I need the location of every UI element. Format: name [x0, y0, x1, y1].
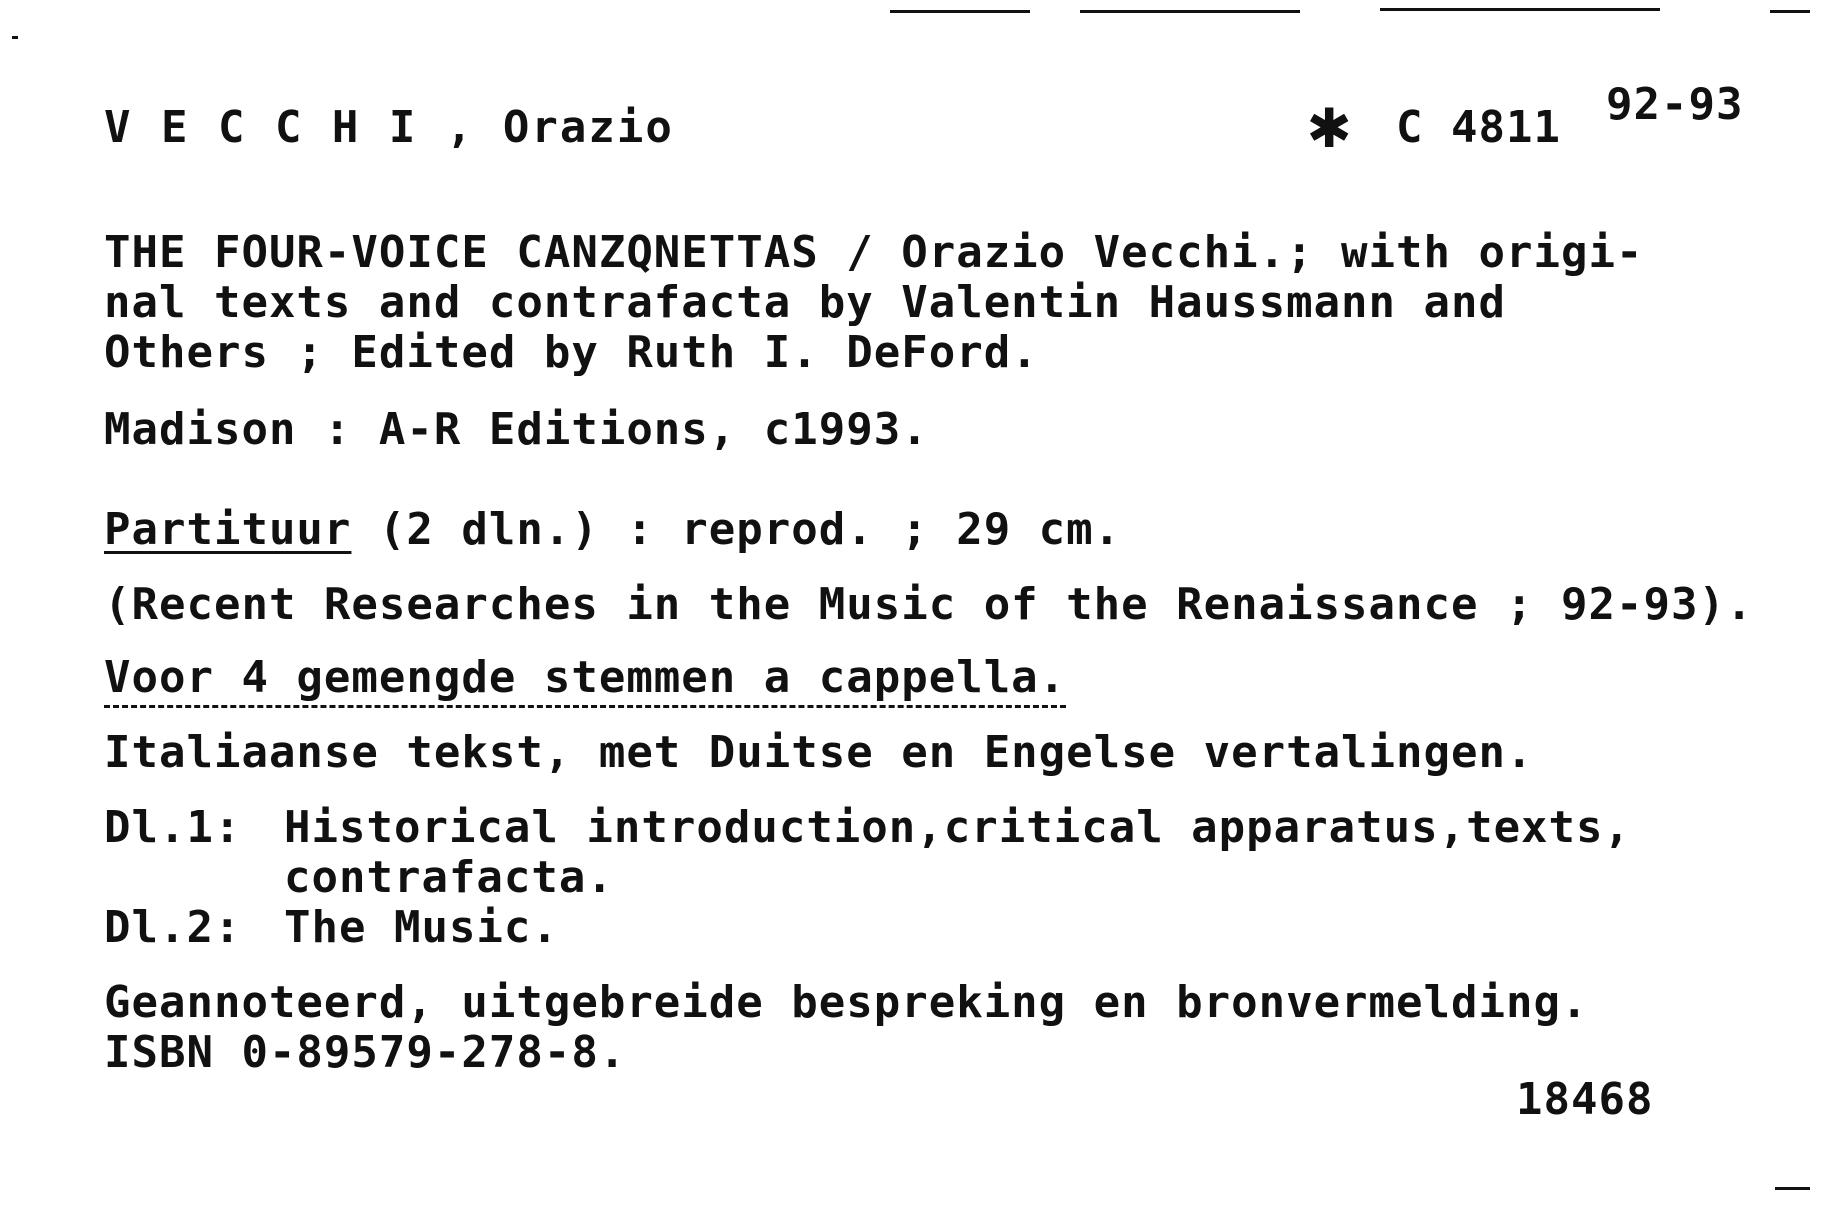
top-edge-mark [1380, 8, 1660, 11]
asterisk-symbol: ✱ [1308, 82, 1352, 164]
top-edge-mark [1080, 10, 1300, 13]
top-edge-mark [1770, 10, 1810, 13]
bottom-edge-mark [1775, 1187, 1810, 1190]
scoring-text: Voor 4 gemengde stemmen a cappella. [104, 652, 1066, 708]
contents-cont-1: contrafacta. [284, 852, 614, 903]
physical-description [104, 505, 1121, 555]
title-line-1: THE FOUR-VOICE CANZQNETTAS / Orazio Vecchi.; with origi- [104, 227, 1644, 278]
top-edge-mark [890, 10, 1030, 13]
series-statement: (Recent Researches in the Music of the Renaissance ; 92-93). [104, 579, 1754, 630]
scoring-note [104, 653, 1066, 703]
contents-text-2: The Music. [284, 902, 559, 953]
contents-label-1: Dl.1: [104, 802, 242, 853]
record-number: 18468 [1516, 1074, 1654, 1125]
title-line-3: Others ; Edited by Ruth I. DeFord. [104, 327, 1039, 378]
title-line-2: nal texts and contrafacta by Valentin Haussmann and [104, 277, 1507, 328]
volume-range: 92-93 [1606, 79, 1744, 130]
call-number: C 4811 [1396, 102, 1561, 153]
language-note: Italiaanse tekst, met Duitse en Engelse vertalingen. [104, 727, 1534, 778]
isbn: ISBN 0-89579-278-8. [104, 1027, 627, 1078]
top-edge-mark [12, 36, 18, 39]
physical-extent: (2 dln.) : reprod. ; 29 cm. [351, 504, 1122, 555]
imprint: Madison : A-R Editions, c1993. [104, 404, 929, 455]
format-label: Partituur [104, 504, 352, 555]
contents-label-2: Dl.2: [104, 902, 242, 953]
contents-text-1: Historical introduction,critical apparatus,texts, [284, 802, 1632, 853]
author-heading: V E C C H I , Orazio [104, 102, 674, 153]
annotation-note: Geannoteerd, uitgebreide bespreking en bronvermelding. [104, 977, 1589, 1028]
